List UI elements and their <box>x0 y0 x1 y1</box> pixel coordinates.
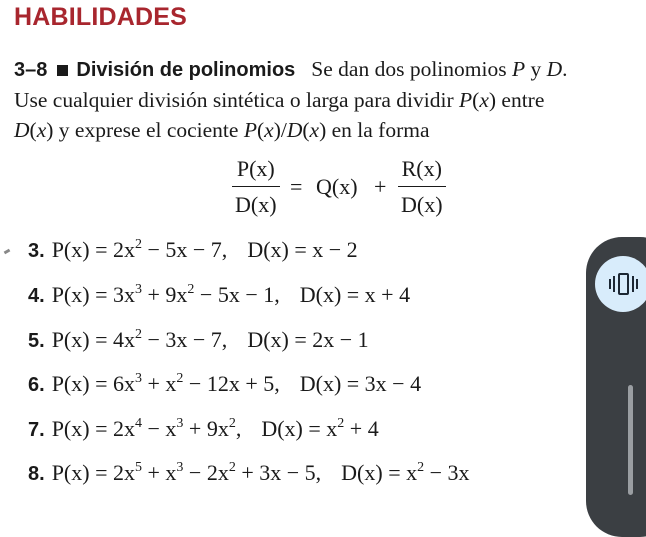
numerator: P(x) <box>232 155 280 187</box>
polynomial-term: P(x) = 2x <box>51 460 135 485</box>
instruction-text: ( <box>29 118 37 142</box>
instruction-text: ) entre <box>488 88 545 112</box>
pen-mark <box>4 249 11 255</box>
exponent: 2 <box>134 237 142 252</box>
exponent: 3 <box>134 371 142 386</box>
numerator: R(x) <box>398 155 446 187</box>
problem-number: 3. <box>28 240 45 262</box>
exponent: 3 <box>176 416 184 431</box>
polynomial-term: − 2x <box>183 460 229 485</box>
exponent: 4 <box>134 416 142 431</box>
exercise-range: 3–8 <box>14 59 48 81</box>
problem-item <box>28 371 421 397</box>
polynomial-term: P(x) = 2x <box>51 237 135 262</box>
divisor-expression: D(x) = 3x − 4 <box>299 371 422 396</box>
exponent: 2 <box>228 416 236 431</box>
exponent: 2 <box>417 460 425 475</box>
polynomial-term: + 3x − 5, <box>235 460 322 485</box>
var-x: x <box>36 118 47 142</box>
exponent: 2 <box>187 282 195 297</box>
polynomial-term: + 9x <box>183 416 229 441</box>
instruction-text: ) en la forma <box>319 118 430 142</box>
exponent: 3 <box>176 460 184 475</box>
problem-number: 5. <box>28 330 45 352</box>
divisor-expression: D(x) = 2x − 1 <box>247 327 369 352</box>
equals-sign: = <box>290 174 303 199</box>
divisor-expression: D(x) = x + 4 <box>299 282 411 307</box>
polynomial-term: P(x) = 3x <box>51 282 135 307</box>
denominator: D(x) <box>235 192 277 217</box>
exponent: 2 <box>228 460 236 475</box>
problem-item <box>28 416 379 442</box>
exponent: 2 <box>337 416 345 431</box>
instruction-text: ( <box>256 118 265 142</box>
polynomial-term: + x <box>141 371 177 396</box>
var-d: D <box>286 118 303 142</box>
floating-side-panel <box>586 237 646 537</box>
problem-item <box>28 327 369 353</box>
fraction-p-over-d <box>232 155 280 219</box>
denominator: D(x) <box>401 192 443 217</box>
divisor-expression: − 3x <box>424 460 470 485</box>
instruction-text: ( <box>302 118 310 142</box>
instruction-text: y <box>525 57 547 81</box>
exercise-instructions <box>14 54 644 145</box>
instruction-text: Use cualquier división sintética o larga para dividir <box>14 88 460 112</box>
divisor-expression: D(x) = x <box>261 416 338 441</box>
plus-sign: + <box>374 174 387 199</box>
problem-number: 8. <box>28 463 45 485</box>
problem-item <box>28 460 470 486</box>
divisor-expression: + 4 <box>344 416 379 441</box>
polynomial-term: − 5x − 7, <box>141 237 228 262</box>
instruction-text: )/ <box>273 118 287 142</box>
instruction-text: Se dan dos polinomios <box>311 57 512 81</box>
instruction-text: ) y exprese el cociente <box>46 118 244 142</box>
instruction-text: ( <box>472 88 480 112</box>
var-p: P <box>459 88 473 112</box>
vibrate-button[interactable] <box>595 256 646 312</box>
var-x: x <box>264 118 274 142</box>
problem-number: 7. <box>28 419 45 441</box>
polynomial-term: P(x) = 2x <box>51 416 135 441</box>
polynomial-term: − 3x − 7, <box>141 327 228 352</box>
problem-item <box>28 282 410 308</box>
quotient-term: Q(x) <box>316 174 358 199</box>
polynomial-term: − x <box>141 416 177 441</box>
var-d: D <box>14 118 30 142</box>
polynomial-term: P(x) = 6x <box>51 371 135 396</box>
polynomial-term: + x <box>141 460 177 485</box>
scroll-handle[interactable] <box>628 385 633 495</box>
divisor-expression: D(x) = x − 2 <box>247 237 358 262</box>
polynomial-term: − 12x + 5, <box>183 371 280 396</box>
instruction-text: . <box>562 57 568 81</box>
section-heading: HABILIDADES <box>14 3 188 31</box>
polynomial-term: P(x) = 4x <box>51 327 135 352</box>
square-bullet-icon <box>57 65 68 76</box>
problem-item <box>28 237 358 263</box>
exercise-topic: División de polinomios <box>76 59 296 81</box>
var-x: x <box>479 88 489 112</box>
divisor-expression: D(x) = x <box>341 460 418 485</box>
exponent: 5 <box>134 460 142 475</box>
var-p: P <box>511 57 526 81</box>
polynomial-term: − 5x − 1, <box>194 282 280 307</box>
vibrate-icon <box>609 273 639 295</box>
polynomial-term: + 9x <box>141 282 188 307</box>
var-d: D <box>546 57 563 81</box>
var-x: x <box>309 118 320 142</box>
problem-number: 6. <box>28 374 45 396</box>
exponent: 3 <box>134 282 142 297</box>
polynomial-term: , <box>235 416 242 441</box>
fraction-r-over-d <box>398 155 446 219</box>
problem-number: 4. <box>28 285 45 307</box>
var-p: P <box>243 118 257 142</box>
exponent: 2 <box>176 371 184 386</box>
exponent: 2 <box>134 327 142 342</box>
